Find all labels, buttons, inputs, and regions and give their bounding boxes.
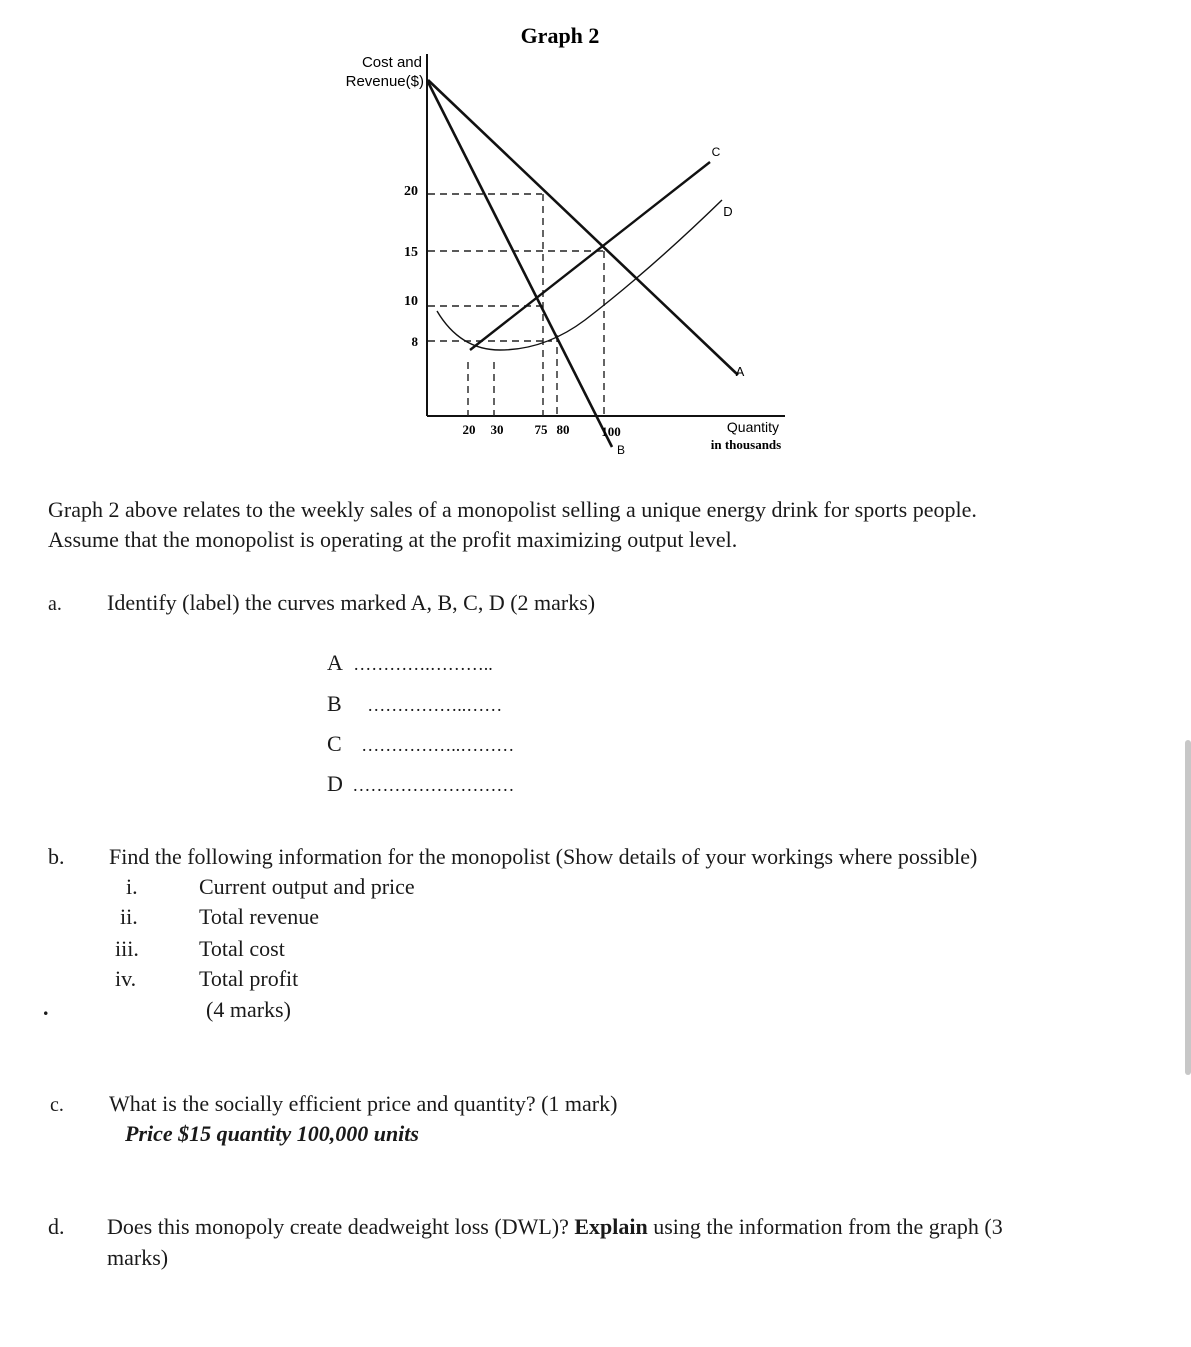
- answer-row-a: [327, 648, 493, 679]
- answer-letter: C: [327, 731, 342, 756]
- question-a-text: Identify (label) the curves marked A, B, C, D (2 marks): [107, 590, 596, 615]
- answer-blank: ……………..………: [361, 735, 515, 755]
- answer-row-b: [327, 689, 502, 720]
- question-d-marker: d.: [48, 1214, 65, 1239]
- question-d-text: [107, 1212, 1003, 1242]
- curve-label-d: D: [723, 204, 733, 219]
- intro-line-2: Assume that the monopolist is operating at the profit maximizing output level.: [48, 527, 738, 552]
- curve-label-a: A: [735, 364, 745, 379]
- curve-b-line: [428, 82, 612, 447]
- question-b-marker: b.: [48, 844, 65, 869]
- answer-blank: ………………………: [352, 775, 515, 795]
- curve-label-b: B: [616, 443, 626, 457]
- intro-line-1: Graph 2 above relates to the weekly sales of a monopolist selling a unique energy drink for sports people.: [48, 497, 977, 522]
- y-tick-20: 20: [404, 184, 418, 199]
- curve-c-line: [470, 162, 710, 350]
- scrollbar[interactable]: [1185, 740, 1191, 1075]
- answer-blank: ………….………..: [353, 654, 493, 674]
- x-tick-75: 75: [534, 422, 548, 437]
- answer-letter: A: [327, 650, 342, 675]
- question-d-explain: Explain: [574, 1214, 648, 1239]
- question-b-item-3-num: iii.: [115, 936, 139, 961]
- x-axis-label-line2: in thousands: [710, 437, 782, 452]
- answer-row-d: [327, 769, 514, 800]
- x-tick-30: 30: [490, 422, 504, 437]
- question-b-item-3-text: Total cost: [199, 936, 285, 961]
- graph-title: Graph 2: [520, 23, 600, 48]
- question-d-text-before: Does this monopoly create deadweight loss (DWL)?: [107, 1214, 575, 1239]
- question-c-answer: Price $15 quantity 100,000 units: [125, 1121, 419, 1146]
- question-b-item-4-num: iv.: [115, 966, 137, 991]
- y-axis-label-line2: Revenue($): [345, 73, 424, 90]
- y-axis-label-line1: Cost and: [361, 54, 422, 71]
- question-b-item-2-num: ii.: [120, 904, 138, 929]
- answer-letter: B: [327, 691, 342, 716]
- question-d-text-after: using the information from the graph (3: [647, 1214, 1003, 1239]
- question-b-item-1-num: i.: [126, 874, 138, 899]
- question-b-text: Find the following information for the monopolist (Show details of your workings where possible): [109, 844, 978, 869]
- y-tick-10: 10: [404, 294, 418, 309]
- question-d-line-2: marks): [107, 1245, 169, 1270]
- x-tick-20: 20: [462, 422, 476, 437]
- curve-a-line: [428, 80, 738, 375]
- question-c-marker: c.: [50, 1094, 64, 1116]
- y-tick-15: 15: [404, 245, 418, 260]
- curve-label-c: C: [711, 145, 721, 159]
- question-b-item-4-text: Total profit: [199, 966, 299, 991]
- question-b-marks: (4 marks): [206, 997, 291, 1022]
- x-tick-80: 80: [556, 422, 570, 437]
- y-tick-8: 8: [411, 334, 418, 349]
- graph-2: [0, 0, 1191, 470]
- x-tick-100: 100: [601, 424, 621, 439]
- x-axis-label-line1: Quantity: [726, 419, 780, 435]
- question-b-item-2-text: Total revenue: [199, 904, 320, 929]
- answer-letter: D: [327, 771, 343, 796]
- question-b-item-1-text: Current output and price: [199, 874, 415, 899]
- answer-row-c: [327, 729, 514, 760]
- question-a-marker: a.: [48, 593, 62, 615]
- answer-blank: ……………..……: [367, 695, 503, 715]
- question-c-text: What is the socially efficient price and quantity? (1 mark): [109, 1091, 618, 1116]
- question-b-bullet: .: [43, 995, 49, 1020]
